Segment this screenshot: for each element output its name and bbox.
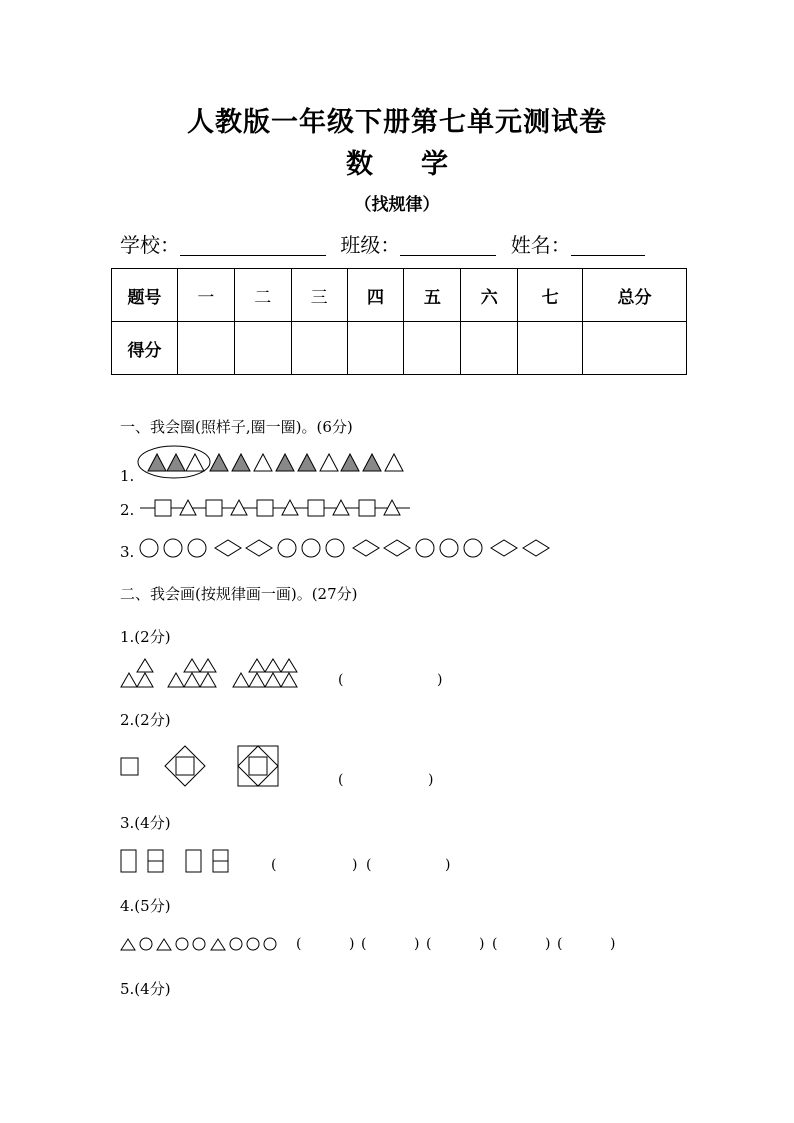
answer-paren-close: ) [545, 936, 551, 952]
s1-q2-number: 2. [120, 501, 135, 519]
answer-paren-open: ( [366, 857, 372, 873]
answer-paren-close: ) [610, 936, 616, 952]
s2-q2-number: 2.(2分) [120, 711, 171, 729]
answer-paren-open: ( [338, 672, 344, 688]
school-label: 学校： [120, 233, 180, 257]
triangle [211, 939, 225, 950]
header-cell-2: 二 [234, 269, 291, 322]
answer-paren-open: ( [492, 936, 498, 952]
triangle [157, 939, 171, 950]
page-title: 人教版一年级下册第七单元测试卷 [187, 107, 607, 138]
class-label: 班级： [340, 233, 401, 257]
answer-paren-close: ) [349, 936, 355, 952]
answer-paren-close: ) [479, 936, 485, 952]
s2-q3-number: 3.(4分) [120, 814, 171, 832]
score-row-label: 得分 [112, 322, 178, 375]
header-cell-4: 四 [347, 269, 404, 322]
s2-q4-number: 4.(5分) [120, 897, 171, 915]
answer-paren-close: ) [445, 857, 451, 873]
section1-heading: 一、我会圈(照样子,圈一圈)。(6分) [120, 418, 353, 436]
circle [193, 938, 205, 950]
s2-q5-number: 5.(4分) [120, 980, 171, 998]
answer-paren-close: ) [437, 672, 443, 688]
header-cell-total: 总分 [583, 269, 687, 322]
header-cell-6: 六 [461, 269, 518, 322]
subject-char-1: 数 [346, 149, 373, 180]
s1-q1-number: 1. [120, 467, 135, 485]
subject-char-2: 学 [421, 149, 448, 180]
header-cell-3: 三 [291, 269, 347, 322]
answer-paren-close: ) [414, 936, 420, 952]
circle [264, 938, 276, 950]
triangle [121, 939, 135, 950]
s1-q3-number: 3. [120, 543, 135, 561]
circle [230, 938, 242, 950]
answer-paren-open: ( [557, 936, 563, 952]
answer-paren-close: ) [428, 772, 434, 788]
answer-paren-open: ( [361, 936, 367, 952]
name-label: 姓名： [510, 233, 571, 257]
answer-paren-open: ( [271, 857, 277, 873]
answer-paren-open: ( [338, 772, 344, 788]
circle [176, 938, 188, 950]
circle [247, 938, 259, 950]
header-cell-7: 七 [518, 269, 583, 322]
answer-paren-open: ( [426, 936, 432, 952]
answer-paren-close: ) [352, 857, 358, 873]
subtitle: （找规律） [354, 195, 440, 215]
circle [140, 938, 152, 950]
header-cell-5: 五 [404, 269, 461, 322]
header-cell-1: 一 [177, 269, 234, 322]
header-cell-label: 题号 [112, 269, 178, 322]
s2-q1-number: 1.(2分) [120, 628, 171, 646]
answer-paren-open: ( [296, 936, 302, 952]
section2-heading: 二、我会画(按规律画一画)。(27分) [120, 585, 358, 603]
